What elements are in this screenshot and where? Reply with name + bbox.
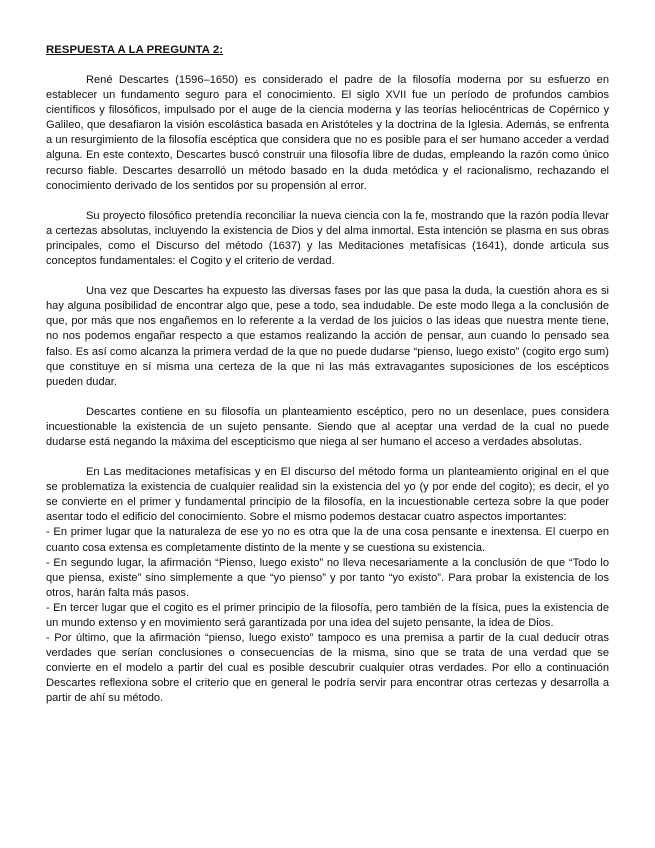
- paragraph-cogito: Una vez que Descartes ha expuesto las diversas fases por las que pasa la duda, la cuestión ahora es si hay alguna posibilidad de encontrar algo que, pese a todo, sea indudable. De este modo llega a la conclusión de que, por más que nos engañemos en lo referente a la verdad de los juicios o las ideas que nuestra mente tiene, no nos podemos engañar respecto a que estamos realizando la acción de pensar, aun cuando lo pensado sea falso. Es así como alcanza la primera verdad de la que no puede dudarse “pienso, luego existo” (cogito ergo sum) que constituye en sí misma una certeza de la que ni las más extravagantes suposiciones de los escépticos pueden dudar.: [46, 285, 609, 388]
- list-item: - En primer lugar que la naturaleza de ese yo no es otra que la de una cosa pensante e inextensa. El cuerpo en cuanto cosa extensa es completamente distinto de la mente y se cuestiona su existencia.: [46, 526, 609, 554]
- paragraph-skepticism: Descartes contiene en su filosofía un planteamiento escéptico, pero no un desenlace, pues considera incuestionable la existencia de un sujeto pensante. Siendo que al aceptar una verdad de la cual no puede dudarse está negando la máxima del escepticismo que niega al ser humano el acceso a verdades absolutas.: [46, 405, 609, 448]
- paragraph-meditations: En Las meditaciones metafísicas y en El discurso del método forma un planteamiento original en el que se problematiza la existencia de cualquier realidad sin la existencia del yo (y por ende del cogito); es decir, el yo se convierte en el primer y fundamental principio de la filosofía, en la incuestionable certeza sobre la que poder asentar todo el edificio del conocimiento. Sobre el mismo podemos destacar cuatro aspectos importantes:: [46, 466, 609, 524]
- list-item: - En segundo lugar, la afirmación “Pienso, luego existo” no lleva necesariamente a la conclusión de que “Todo lo que piensa, existe” sino simplemente a que “yo pienso” y por tanto “yo existo”. Para probar la existencia de los otros, harán falta más pasos.: [46, 556, 609, 599]
- list-item: - En tercer lugar que el cogito es el primer principio de la filosofía, pero también de la física, pues la existencia de un mundo extenso y en movimiento será garantizada por una idea del sujeto pensante, la idea de Dios.: [46, 601, 609, 629]
- list-item: - Por último, que la afirmación “pienso, luego existo” tampoco es una premisa a partir de la cual deducir otras verdades que serían conclusiones o consecuencias de la misma, sino que se trata de una verdad que se convierte en el modelo a partir del cual es posible descubrir cualquier otras verdades. Por ello a continuación Descartes reflexiona sobre el criterio que en general le podría servir para encontrar otras certezas y desarrolla a partir de ahí su método.: [46, 632, 609, 705]
- paragraph-project: Su proyecto filosófico pretendía reconciliar la nueva ciencia con la fe, mostrando que la razón podía llevar a certezas absolutas, incluyendo la existencia de Dios y del alma inmortal. Esta intención se plasma en sus obras principales, como el Discurso del método (1637) y las Meditaciones metafísicas (1641), donde articula sus conceptos fundamentales: el Cogito y el criterio de verdad.: [46, 209, 609, 268]
- paragraph-intro: René Descartes (1596–1650) es considerado el padre de la filosofía moderna por su esfuerzo en establecer un fundamento seguro para el conocimiento. El siglo XVII fue un período de profundos cambios científicos y filosóficos, impulsado por el auge de la ciencia moderna y las teorías heliocéntricas de Copérnico y Galileo, que desafiaron la visión escolástica basada en Aristóteles y la doctrina de la Iglesia. Además, se enfrenta a un resurgimiento de la filosofía escéptica que considera que no es posible para el ser humano acceder a verdad alguna. En este contexto, Descartes buscó construir una filosofía libre de dudas, empleando la razón como único recurso fiable. Descartes desarrolló un método basado en la duda metódica y el racionalismo, rechazando el conocimiento derivado de los sentidos por su propensión al error.: [46, 74, 609, 192]
- document-heading: RESPUESTA A LA PREGUNTA 2:: [46, 44, 224, 56]
- aspects-list: [46, 525, 609, 706]
